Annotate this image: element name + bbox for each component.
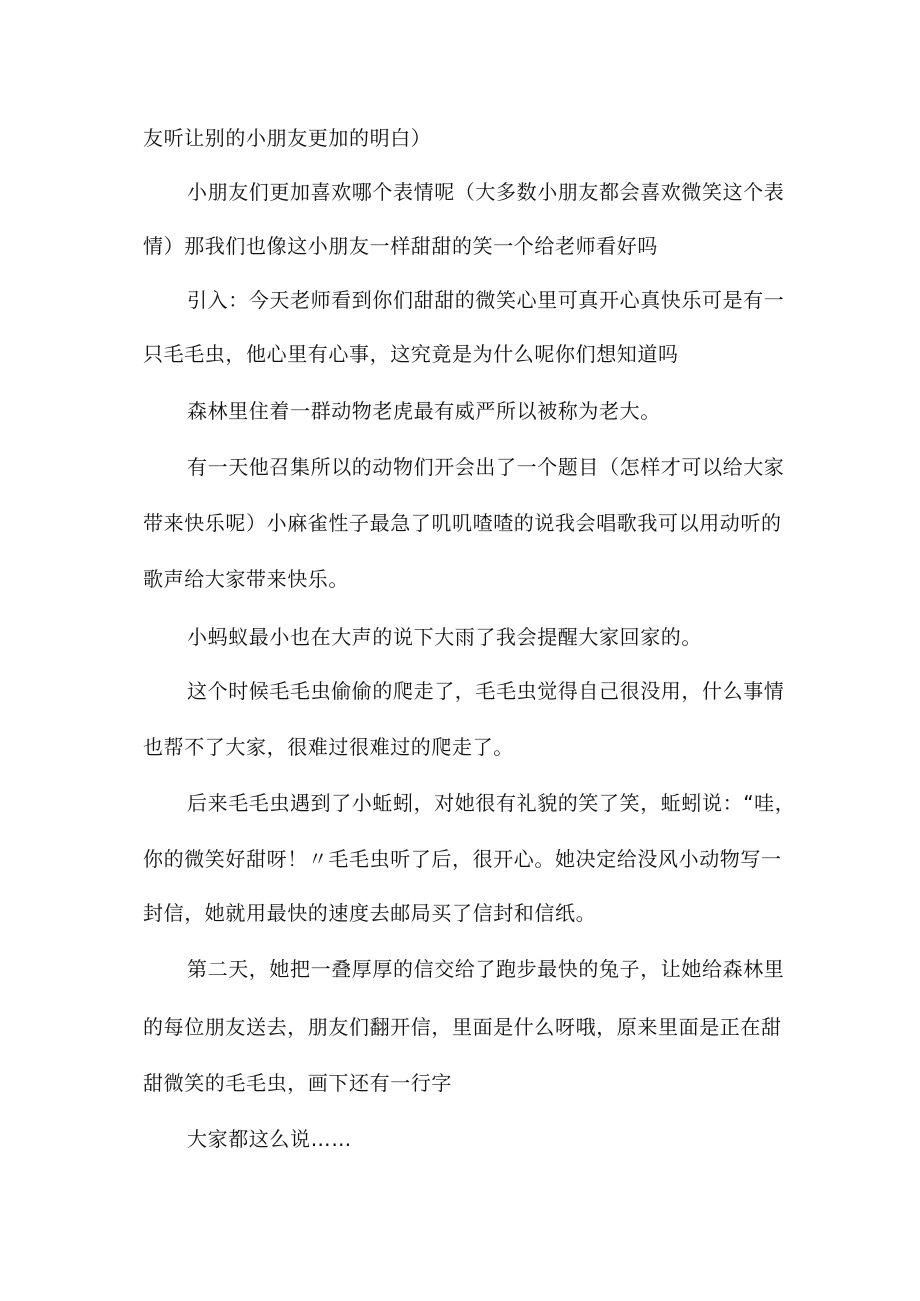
text-line: 后来毛毛虫遇到了小蚯蚓，对她很有礼貌的笑了笑，蚯蚓说：“哇， <box>187 791 796 815</box>
text-line: 你的微笑好甜呀！〃毛毛虫听了后，很开心。她决定给没风小动物写一 <box>143 847 782 871</box>
text-line: 小蚂蚁最小也在大声的说下大雨了我会提醒大家回家的。 <box>187 625 702 649</box>
text-line: 的每位朋友送去，朋友们翻开信，里面是什么呀哦，原来里面是正在甜 <box>143 1015 782 1039</box>
text-line: 情）那我们也像这小朋友一样甜甜的笑一个给老师看好吗 <box>143 234 658 258</box>
text-line: 歌声给大家带来快乐。 <box>143 567 349 591</box>
text-line: 大家都这么说…… <box>187 1127 352 1151</box>
text-line: 也帮不了大家，很难过很难过的爬走了。 <box>143 735 514 759</box>
text-line: 引入：今天老师看到你们甜甜的微笑心里可真开心真快乐可是有一 <box>187 288 785 312</box>
text-line: 有一天他召集所以的动物们开会出了一个题目（怎样才可以给大家 <box>187 455 785 479</box>
text-line: 只毛毛虫，他心里有心事，这究竟是为什么呢你们想知道吗 <box>143 342 679 366</box>
text-line: 甜微笑的毛毛虫，画下还有一行字 <box>143 1071 452 1095</box>
text-line: 小朋友们更加喜欢哪个表情呢（大多数小朋友都会喜欢微笑这个表 <box>187 180 785 204</box>
text-line: 封信，她就用最快的速度去邮局买了信封和信纸。 <box>143 901 597 925</box>
text-line: 森林里住着一群动物老虎最有威严所以被称为老大。 <box>187 399 661 423</box>
text-line: 带来快乐呢）小麻雀性子最急了叽叽喳喳的说我会唱歌我可以用动听的 <box>143 511 782 535</box>
text-line: 这个时候毛毛虫偷偷的爬走了，毛毛虫觉得自己很没用，什么事情 <box>187 679 785 703</box>
text-line: 第二天，她把一叠厚厚的信交给了跑步最快的兔子，让她给森林里 <box>187 957 785 981</box>
text-line: 友听让别的小朋友更加的明白） <box>143 126 432 150</box>
